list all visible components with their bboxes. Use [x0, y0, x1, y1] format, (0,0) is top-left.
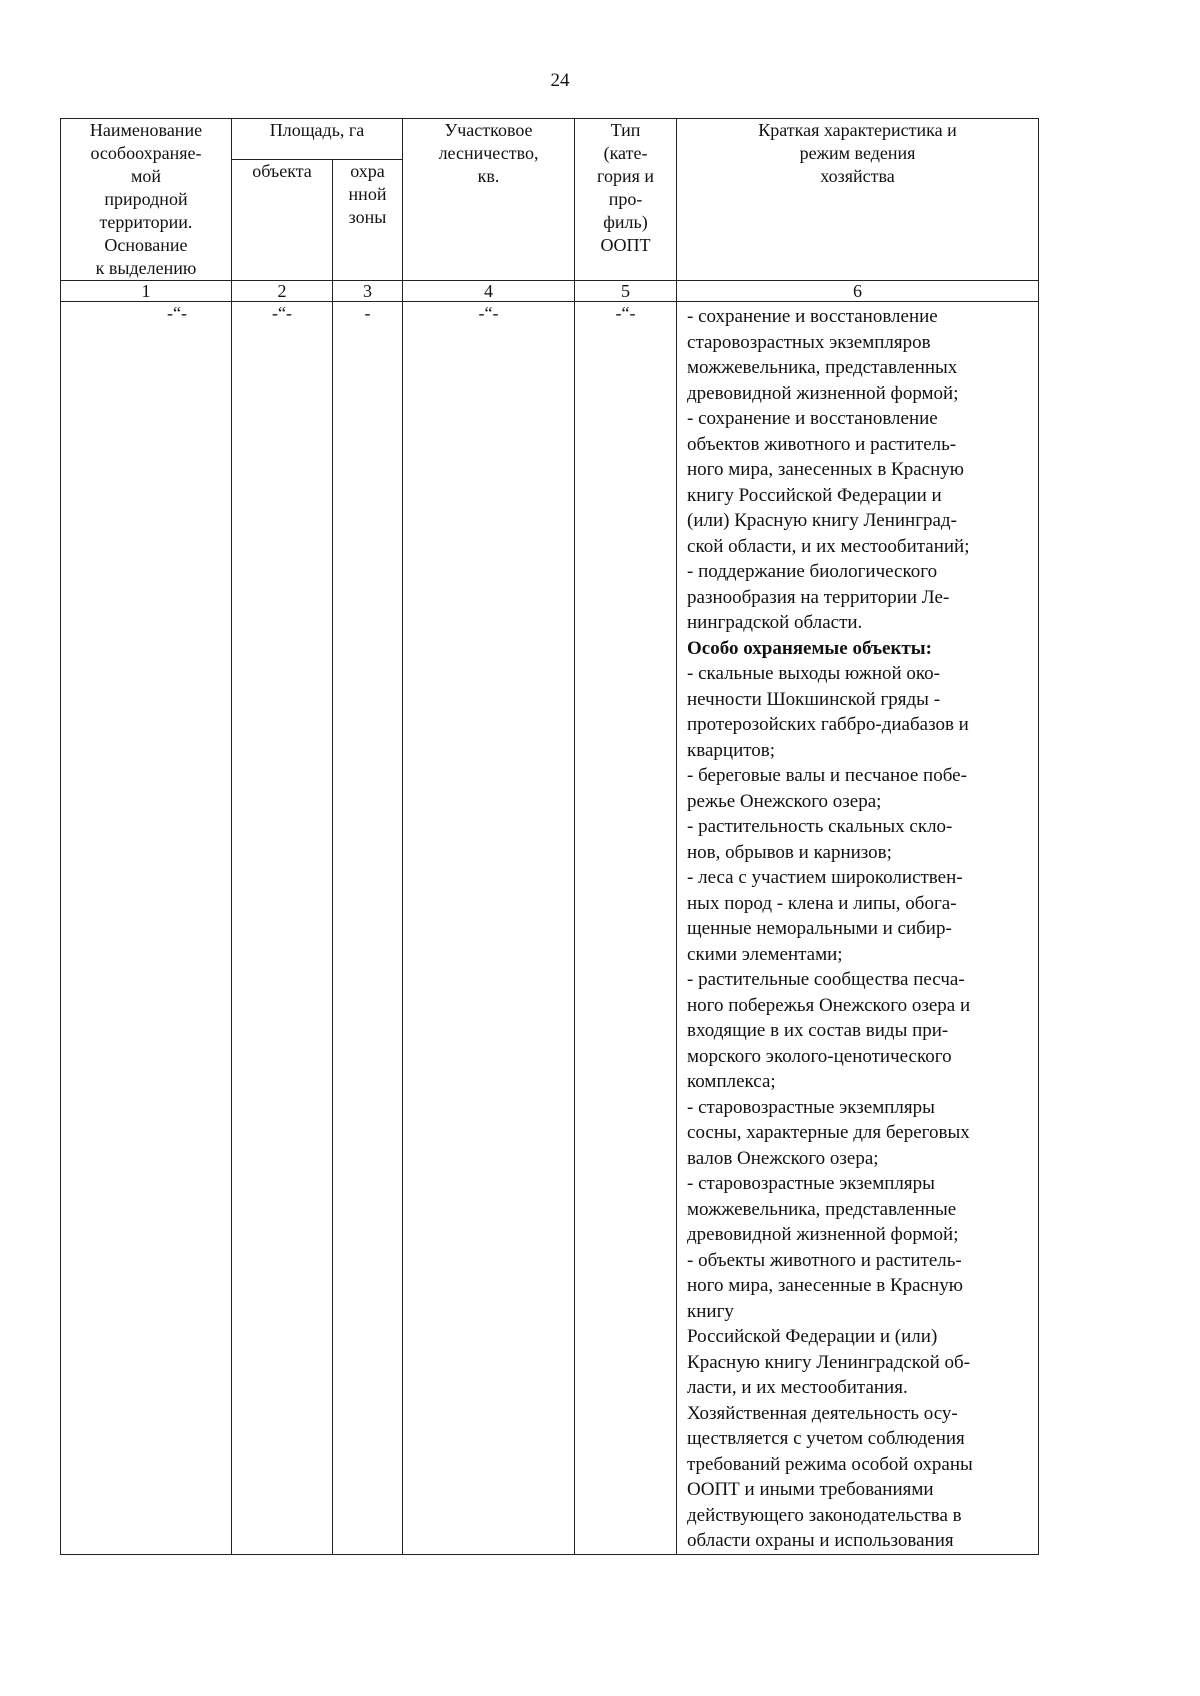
- description-line: древовидной жизненной формой;: [687, 1224, 959, 1245]
- description-line: объектов животного и раститель-: [687, 433, 957, 455]
- description-line: - скальные выходы южной око-: [687, 663, 941, 684]
- description-line: ской области, и их местообитаний;: [687, 535, 970, 557]
- description-line: ного побережья Онежского озера и: [687, 994, 971, 1016]
- description-line: Хозяйственная деятельность осу-: [687, 1402, 958, 1424]
- description-line: - старовозрастные экземпляры: [687, 1096, 935, 1118]
- cell-type: -“-: [575, 302, 677, 1555]
- description-line: книгу Российской Федерации и: [687, 484, 942, 506]
- cell-forestry: -“-: [403, 302, 575, 1555]
- description-line: можжевельника, представленных: [687, 357, 958, 378]
- description-line: книгу: [687, 1300, 734, 1322]
- description-line: входящие в их состав виды при-: [687, 1020, 949, 1041]
- description-line: нинградской области.: [687, 612, 863, 633]
- header-area-group: Площадь, га: [232, 119, 403, 160]
- description-line: нов, обрывов и карнизов;: [687, 841, 892, 863]
- description-line: режье Онежского озера;: [687, 790, 882, 812]
- description-line: - сохранение и восстановление: [687, 306, 938, 327]
- description-line: ных пород - клена и липы, обога-: [687, 892, 957, 914]
- description-line: ООПТ и иными требованиями: [687, 1479, 934, 1500]
- header-area-object: объекта: [232, 160, 333, 281]
- description-line: действующего законодательства в: [687, 1504, 962, 1526]
- protected-areas-table: [60, 118, 1039, 1555]
- header-description: Краткая характеристика и режим ведения хозяйства: [677, 119, 1039, 281]
- description-line: ного мира, занесенные в Красную: [687, 1275, 963, 1296]
- description-line: старовозрастных экземпляров: [687, 331, 931, 353]
- cell-area-zone: -: [333, 302, 403, 1555]
- cell-area-object: -“-: [232, 302, 333, 1555]
- description-line: морского эколого-ценотического: [687, 1045, 952, 1067]
- description-line: валов Онежского озера;: [687, 1147, 879, 1169]
- description-line: - поддержание биологического: [687, 561, 938, 582]
- column-number: 6: [677, 281, 1039, 302]
- description-line: Российской Федерации и (или): [687, 1326, 938, 1347]
- description-line: протерозойских габбро-диабазов и: [687, 714, 969, 735]
- header-area-zone: охра нной зоны: [333, 160, 403, 281]
- description-line: ласти, и их местообитания.: [687, 1377, 908, 1398]
- header-row-1: [61, 119, 1039, 160]
- description-line: кварцитов;: [687, 739, 776, 761]
- description-line: можжевельника, представленные: [687, 1198, 957, 1220]
- description-line: скими элементами;: [687, 943, 843, 965]
- description-line: ного мира, занесенных в Красную: [687, 459, 964, 480]
- description-line: - растительные сообщества песча-: [687, 969, 965, 990]
- description-line: комплекса;: [687, 1071, 776, 1092]
- description-line: разнообразия на территории Ле-: [687, 586, 950, 608]
- description-line: древовидной жизненной формой;: [687, 382, 959, 404]
- description-line: (или) Красную книгу Ленинград-: [687, 510, 957, 531]
- column-number: 4: [403, 281, 575, 302]
- cell-name: -“-: [61, 302, 232, 1555]
- header-forestry: Участковое лесничество, кв.: [403, 119, 575, 281]
- column-number: 1: [61, 281, 232, 302]
- description-line: требований режима особой охраны: [687, 1453, 973, 1475]
- cell-description: [677, 302, 1039, 1555]
- description-line: щенные неморальными и сибир-: [687, 918, 952, 939]
- description-line: - растительность скальных скло-: [687, 816, 953, 837]
- header-name: Наименование особоохраняе- мой природной территории. Основание к выделению: [61, 119, 232, 281]
- column-number: 2: [232, 281, 333, 302]
- description-line: - старовозрастные экземпляры: [687, 1173, 935, 1194]
- description-line: - объекты животного и раститель-: [687, 1249, 962, 1271]
- header-type: Тип (кате- гория и про- филь) ООПТ: [575, 119, 677, 281]
- description-line: - леса с участием широколиствен-: [687, 867, 963, 888]
- description-line: области охраны и использования: [687, 1530, 954, 1551]
- description-line: - сохранение и восстановление: [687, 408, 938, 429]
- table-row: [61, 302, 1039, 1555]
- description-line: сосны, характерные для береговых: [687, 1122, 970, 1143]
- section-heading: Особо охраняемые объекты:: [687, 637, 932, 659]
- description-line: ществляется с учетом соблюдения: [687, 1428, 965, 1449]
- column-number: 3: [333, 281, 403, 302]
- column-numbers-row: [61, 281, 1039, 302]
- column-number: 5: [575, 281, 677, 302]
- description-line: Красную книгу Ленинградской об-: [687, 1351, 970, 1373]
- page-number: 24: [550, 70, 570, 91]
- description-line: - береговые валы и песчаное побе-: [687, 765, 967, 786]
- description-line: нечности Шокшинской гряды -: [687, 688, 941, 710]
